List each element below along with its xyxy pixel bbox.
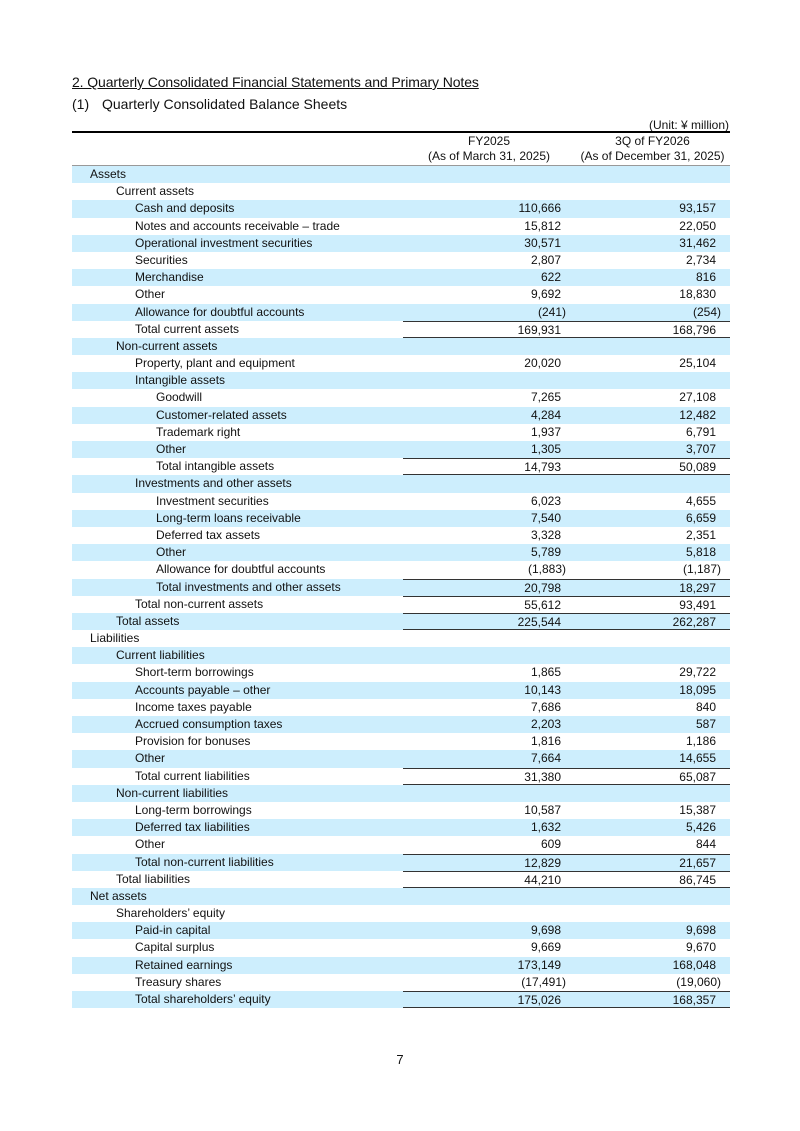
value-3q-fy2026: 168,357 [575,991,730,1008]
row-label: Operational investment securities [135,235,313,250]
table-row [72,269,730,286]
row-label: Allowance for doubtful accounts [135,304,305,319]
value-fy2025: 20,020 [524,356,561,371]
value-fy2025: 7,265 [530,390,561,405]
value-3q-fy2026: 93,157 [679,201,716,216]
column-header-line1: 3Q of FY2026 [615,134,690,148]
table-row [72,424,730,441]
table-row [72,441,730,458]
value-fy2025 [403,475,575,492]
row-label: Allowance for doubtful accounts [156,562,326,577]
value-fy2025: 31,380 [403,768,575,785]
value-fy2025: 1,937 [530,424,561,439]
row-label: Liabilities [90,631,140,646]
value-3q-fy2026 [575,647,730,664]
row-label: Retained earnings [135,957,233,972]
table-row [72,407,730,424]
value-3q-fy2026: (254) [692,304,721,319]
value-3q-fy2026: 31,462 [679,235,716,250]
table-row [72,475,730,492]
row-label: Accrued consumption taxes [135,717,283,731]
row-label: Non-current liabilities [116,785,229,800]
value-fy2025 [403,183,575,200]
value-fy2025: 7,664 [530,751,561,766]
table-row [72,493,730,510]
value-3q-fy2026: 15,387 [679,802,716,817]
table-row [72,166,730,183]
value-fy2025: 10,143 [524,682,561,697]
row-label: Goodwill [156,390,203,405]
table-row [72,957,730,974]
section-title: 2. Quarterly Consolidated Financial Statements and Primary Notes [72,74,479,90]
table-row [72,664,730,681]
table-row [72,785,730,802]
unit-label: (Unit: ¥ million) [648,118,729,132]
value-fy2025 [403,338,575,355]
value-fy2025: 55,612 [403,596,575,613]
row-label: Other [156,442,187,456]
value-fy2025 [403,372,575,389]
table-row [72,888,730,905]
value-fy2025: (1,883) [527,562,566,577]
table-row [72,819,730,836]
table-row [72,647,730,664]
table-row [72,922,730,939]
row-label: Paid-in capital [135,923,211,938]
row-label: Total intangible assets [156,459,275,474]
table-row [72,338,730,355]
row-label: Property, plant and equipment [135,356,295,371]
row-label: Total assets [116,613,180,628]
value-3q-fy2026 [575,338,730,355]
row-label: Total current liabilities [135,768,250,783]
column-header-line2: (As of December 31, 2025) [580,149,725,163]
subsection-title [72,96,347,112]
row-label: Treasury shares [135,974,222,989]
table-row [72,613,730,630]
row-label: Merchandise [135,270,204,285]
value-fy2025: 12,829 [403,854,575,871]
row-label: Shareholders’ equity [116,906,225,921]
row-label: Income taxes payable [135,699,252,714]
value-fy2025: 225,544 [403,613,575,630]
value-fy2025: 173,149 [517,957,561,972]
row-label: Long-term borrowings [135,802,252,817]
table-row [72,682,730,699]
page-number: 7 [396,1052,404,1067]
value-3q-fy2026: 840 [695,699,716,714]
subsection-number: (1) [72,96,90,112]
table-row [72,733,730,750]
value-3q-fy2026: 50,089 [575,458,730,475]
value-3q-fy2026: 12,482 [679,407,716,422]
row-label: Long-term loans receivable [156,510,301,525]
row-label: Investments and other assets [135,476,292,491]
value-3q-fy2026 [575,888,730,905]
value-fy2025: 4,284 [530,407,561,422]
table-row [72,510,730,527]
table-row [72,596,730,613]
value-3q-fy2026: 21,657 [575,854,730,871]
value-fy2025: 9,669 [530,940,561,955]
row-label: Capital surplus [135,940,215,955]
value-fy2025: 3,328 [530,527,561,542]
value-fy2025 [403,785,575,802]
value-3q-fy2026: 18,095 [679,682,716,697]
table-row [72,544,730,561]
row-label: Total non-current liabilities [135,854,274,869]
row-label: Net assets [90,888,147,903]
table-row [72,235,730,252]
value-3q-fy2026: 14,655 [679,751,716,766]
value-fy2025: 15,812 [524,218,561,233]
header-label-cell [72,133,403,165]
value-3q-fy2026: 9,670 [685,940,716,955]
value-3q-fy2026: 168,796 [575,321,730,338]
table-row [72,372,730,389]
row-label: Deferred tax liabilities [135,820,250,835]
value-3q-fy2026: 262,287 [575,613,730,630]
column-header-3q-fy2026 [575,133,730,165]
table-row [72,218,730,235]
value-3q-fy2026: 1,186 [685,734,716,749]
row-label: Current assets [116,184,195,199]
row-label: Total liabilities [116,871,191,886]
balance-sheet-table [72,131,730,1008]
column-header-line1: FY2025 [467,134,511,148]
table-row [72,355,730,372]
table-row [72,871,730,888]
table-row [72,905,730,922]
value-fy2025 [403,630,575,647]
table-row [72,183,730,200]
value-3q-fy2026: 18,297 [575,579,730,596]
value-fy2025: 9,692 [530,287,561,302]
row-label: Accounts payable – other [135,682,271,697]
value-fy2025: 609 [540,837,561,852]
row-label: Current liabilities [116,648,205,663]
table-row [72,286,730,303]
value-3q-fy2026: 86,745 [575,871,730,888]
value-3q-fy2026: 816 [695,270,716,285]
row-label: Trademark right [156,424,241,439]
value-fy2025: (17,491) [521,974,566,989]
row-label: Securities [135,252,188,267]
row-label: Intangible assets [135,373,226,388]
row-label: Cash and deposits [135,201,235,216]
value-3q-fy2026: 4,655 [685,493,716,508]
row-label: Non-current assets [116,338,218,353]
row-label: Total non-current assets [135,596,264,611]
value-fy2025: 1,816 [530,734,561,749]
value-fy2025: 1,865 [530,665,561,680]
value-3q-fy2026: 9,698 [685,923,716,938]
value-fy2025: 169,931 [403,321,575,338]
value-3q-fy2026 [575,183,730,200]
value-fy2025 [403,905,575,922]
value-fy2025: (241) [537,304,566,319]
value-3q-fy2026 [575,630,730,647]
row-label: Investment securities [156,493,269,508]
value-3q-fy2026: 6,659 [685,510,716,525]
value-3q-fy2026: 3,707 [685,442,716,456]
value-fy2025 [403,888,575,905]
row-label: Total investments and other assets [156,579,341,594]
row-label: Other [135,287,166,302]
column-header-fy2025 [403,133,575,165]
table-row [72,939,730,956]
value-fy2025: 10,587 [524,802,561,817]
value-3q-fy2026 [575,372,730,389]
value-fy2025: 7,540 [530,510,561,525]
table-row [72,716,730,733]
value-3q-fy2026 [575,905,730,922]
row-label: Other [135,837,166,852]
value-fy2025: 622 [540,270,561,285]
table-row [72,579,730,596]
value-fy2025: 7,686 [530,699,561,714]
table-row [72,321,730,338]
value-3q-fy2026: 93,491 [575,596,730,613]
value-3q-fy2026 [575,166,730,183]
column-header-line2: (As of March 31, 2025) [427,149,551,163]
value-fy2025 [403,166,575,183]
value-fy2025: 9,698 [530,923,561,938]
value-3q-fy2026: 22,050 [679,218,716,233]
table-row [72,630,730,647]
value-3q-fy2026: 29,722 [679,665,716,680]
table-row [72,389,730,406]
row-label: Other [135,751,166,766]
row-label: Short-term borrowings [135,665,254,680]
table-row [72,768,730,785]
value-3q-fy2026: 5,426 [685,820,716,835]
value-3q-fy2026: 2,351 [685,527,716,542]
value-3q-fy2026: (19,060) [676,974,721,989]
value-3q-fy2026: (1,187) [682,562,721,577]
table-header [72,133,730,166]
value-3q-fy2026: 587 [695,717,716,731]
table-row [72,750,730,767]
value-fy2025: 2,203 [530,717,561,731]
value-3q-fy2026: 168,048 [672,957,716,972]
subsection-title-text: Quarterly Consolidated Balance Sheets [102,96,348,112]
value-fy2025: 44,210 [403,871,575,888]
table-row [72,458,730,475]
table-row [72,991,730,1008]
row-label: Assets [90,167,127,181]
table-row [72,304,730,321]
table-row [72,854,730,871]
value-fy2025: 20,798 [403,579,575,596]
row-label: Other [156,545,187,560]
table-row [72,836,730,853]
value-3q-fy2026: 5,818 [685,545,716,560]
value-3q-fy2026 [575,475,730,492]
table-row [72,527,730,544]
table-row [72,802,730,819]
table-row [72,561,730,578]
value-fy2025: 1,305 [530,442,561,456]
row-label: Provision for bonuses [135,734,251,749]
row-label: Notes and accounts receivable – trade [135,218,340,233]
value-fy2025: 175,026 [403,991,575,1008]
value-3q-fy2026: 18,830 [679,287,716,302]
value-fy2025: 14,793 [403,458,575,475]
value-fy2025: 6,023 [530,493,561,508]
value-fy2025: 30,571 [524,235,561,250]
value-3q-fy2026: 6,791 [685,424,716,439]
value-3q-fy2026: 27,108 [679,390,716,405]
value-fy2025: 5,789 [530,545,561,560]
value-3q-fy2026: 25,104 [679,356,716,371]
row-label: Customer-related assets [156,407,287,422]
value-3q-fy2026: 844 [695,837,716,852]
value-fy2025: 110,666 [518,201,561,216]
value-3q-fy2026 [575,785,730,802]
table-row [72,699,730,716]
row-label: Deferred tax assets [156,527,261,542]
value-3q-fy2026: 65,087 [575,768,730,785]
value-fy2025: 1,632 [530,820,561,835]
row-label: Total current assets [135,321,240,336]
row-label: Total shareholders’ equity [135,992,271,1006]
value-fy2025: 2,807 [530,252,561,267]
table-row [72,252,730,269]
value-fy2025 [403,647,575,664]
table-row [72,974,730,991]
table-row [72,200,730,217]
value-3q-fy2026: 2,734 [685,252,716,267]
table-body [72,166,730,1008]
